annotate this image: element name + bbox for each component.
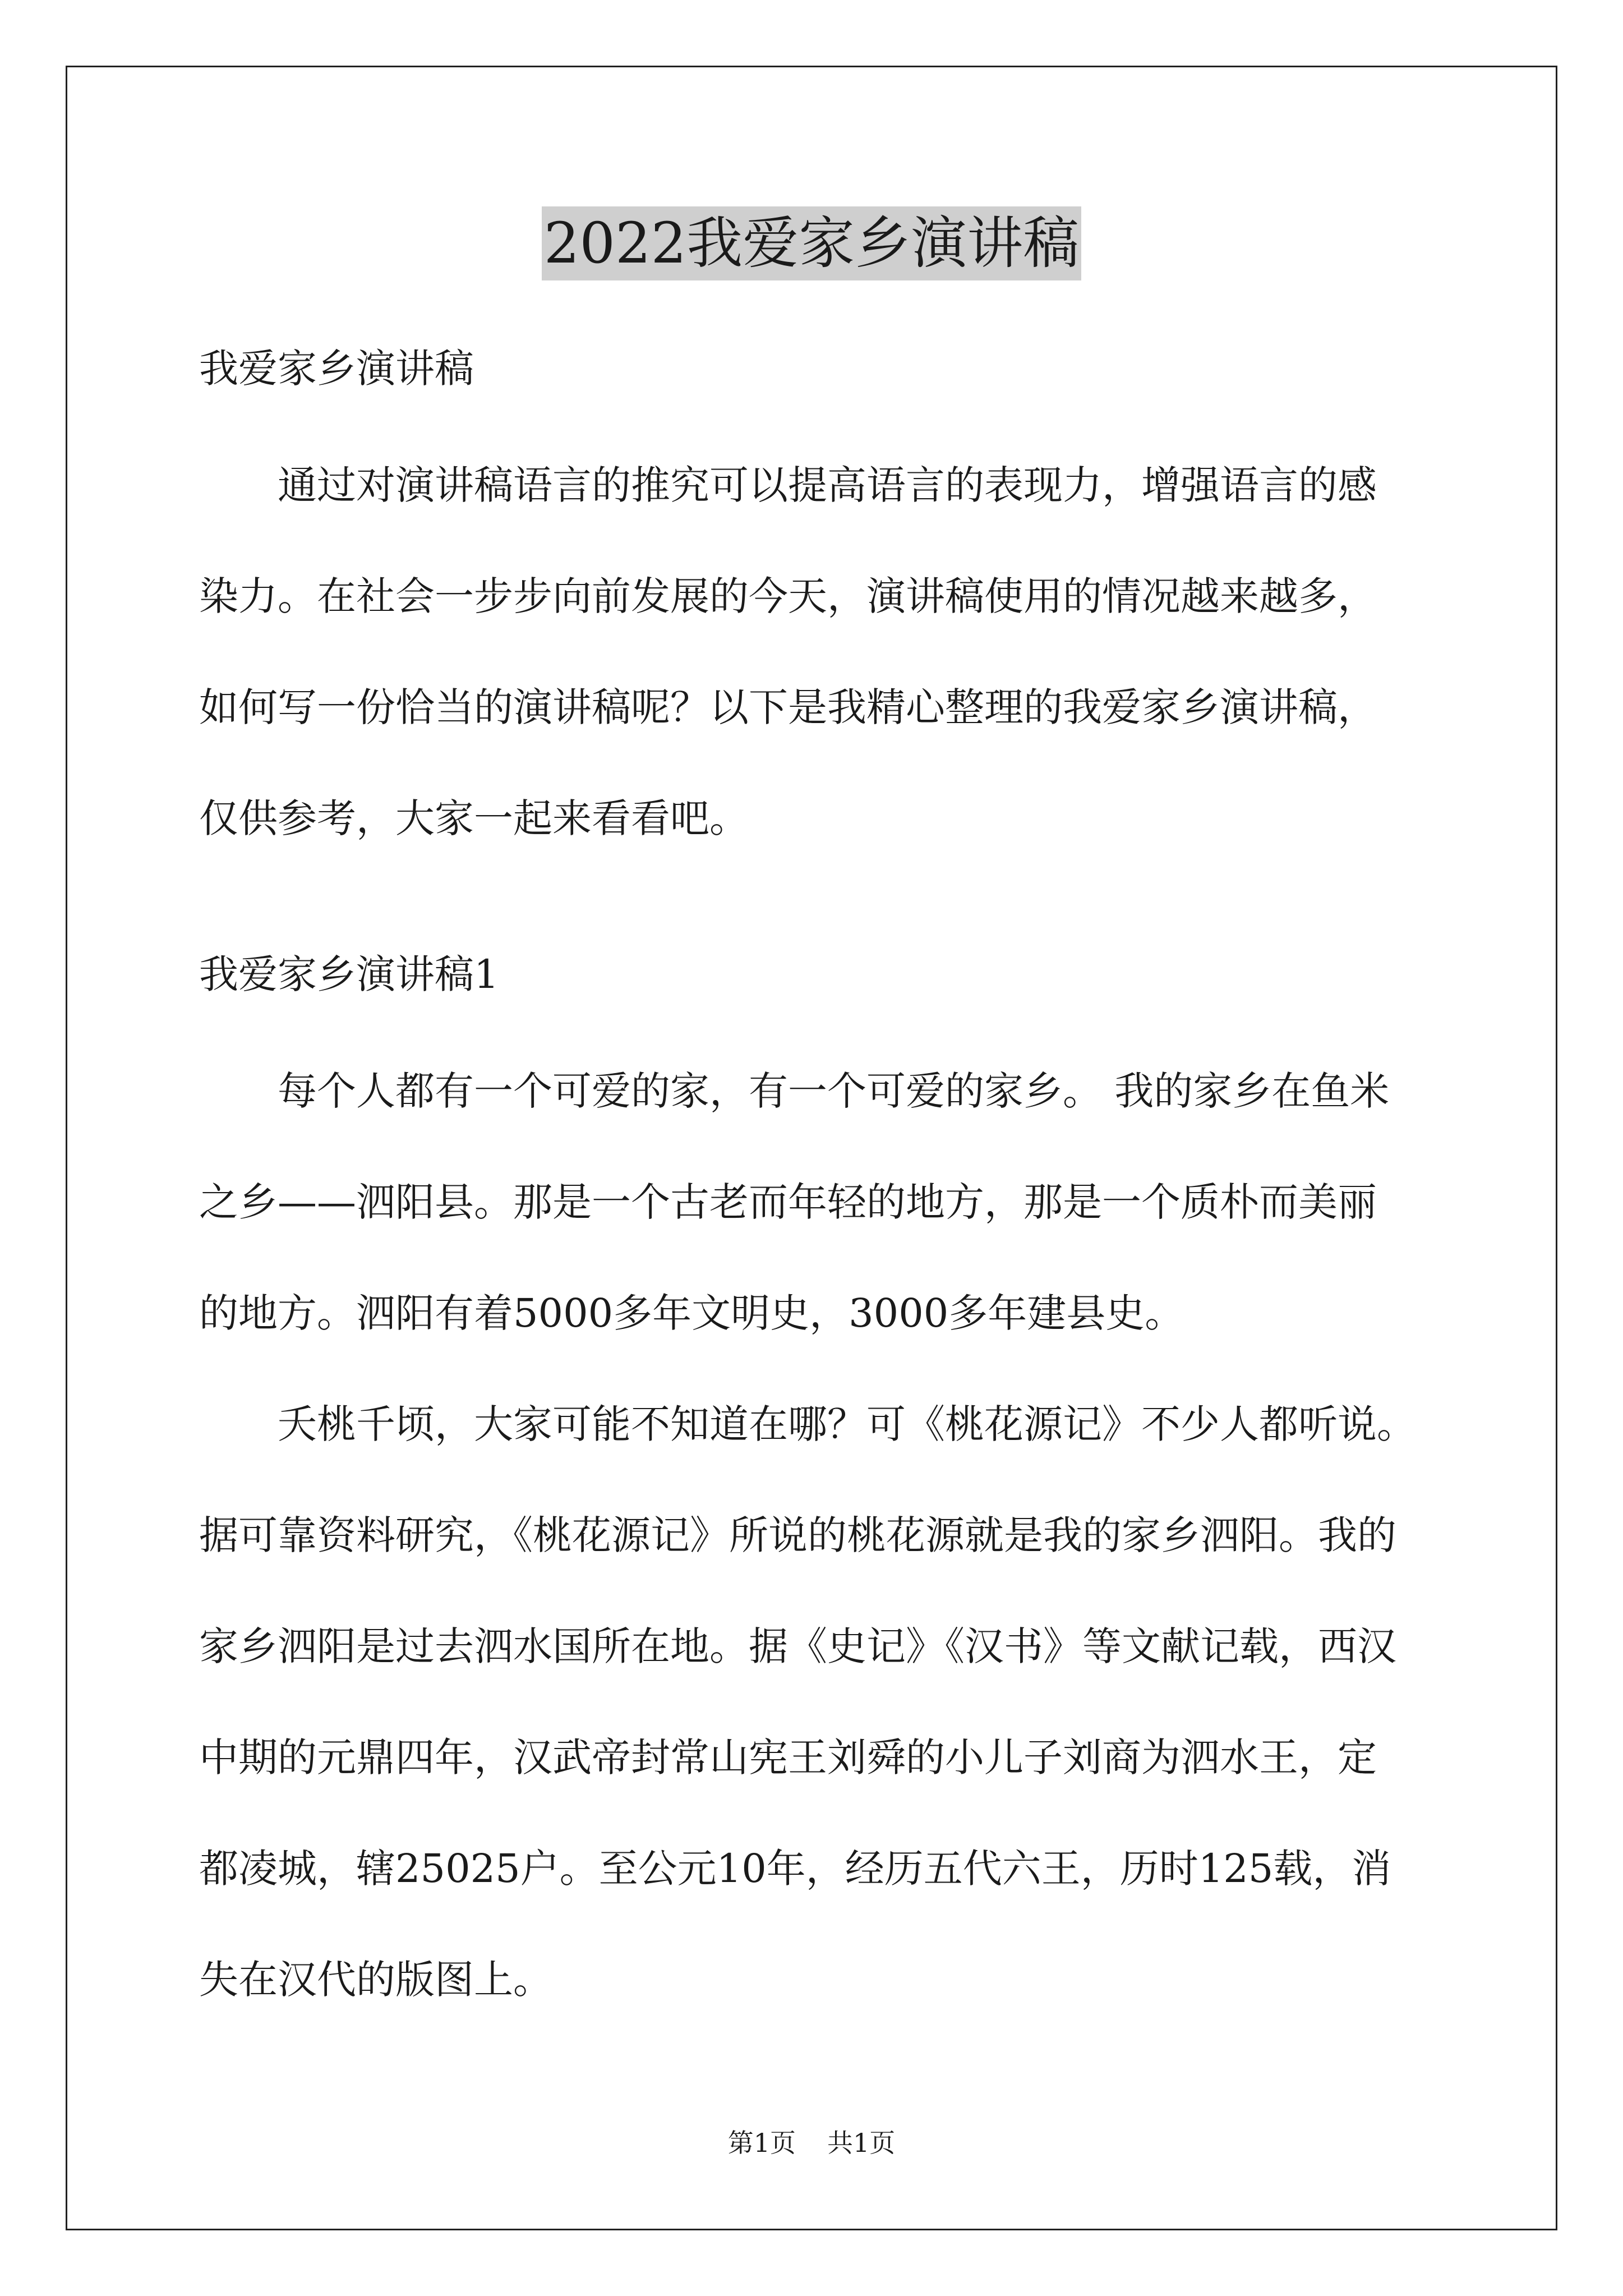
title-container [0, 206, 1623, 280]
paragraph-line: 如何写一份恰当的演讲稿呢？以下是我精心整理的我爱家乡演讲稿， [199, 684, 1377, 730]
paragraph-line: 失在汉代的版图上。 [199, 1957, 552, 2003]
page-number: 第1页 [727, 2128, 796, 2158]
paragraph-1 [199, 1036, 1427, 1369]
paragraph-line: 染力。在社会一步步向前发展的今天，演讲稿使用的情况越来越多， [199, 573, 1377, 619]
paragraph-line: 夭桃千顷，大家可能不知道在哪？可《桃花源记》不少人都听说。 [199, 1401, 1416, 1447]
paragraph-line: 据可靠资料研究，《桃花源记》所说的桃花源就是我的家乡泗阳。我的 [199, 1512, 1396, 1558]
document-title: 2022我爱家乡演讲稿 [542, 206, 1082, 280]
paragraph-line: 每个人都有一个可爱的家，有一个可爱的家乡。 我的家乡在鱼米 [199, 1068, 1390, 1114]
page-total: 共1页 [827, 2128, 896, 2158]
paragraph-line: 家乡泗阳是过去泗水国所在地。据《史记》《汉书》等文献记载，西汉 [199, 1623, 1396, 1669]
paragraph-line: 的地方。泗阳有着5000多年文明史，3000多年建县史。 [199, 1290, 1184, 1336]
paragraph-line: 通过对演讲稿语言的推究可以提高语言的表现力，增强语言的感 [199, 462, 1377, 508]
paragraph-line: 都凌城，辖25025户。至公元10年，经历五代六王，历时125载，消 [199, 1846, 1391, 1892]
paragraph-2 [199, 1369, 1427, 2035]
paragraph-line: 仅供参考，大家一起来看看吧。 [199, 795, 749, 841]
section-heading: 我爱家乡演讲稿1 [199, 951, 499, 997]
paragraph-line: 之乡——泗阳县。那是一个古老而年轻的地方，那是一个质朴而美丽 [199, 1179, 1377, 1225]
intro-paragraph [199, 430, 1427, 874]
paragraph-line: 中期的元鼎四年，汉武帝封常山宪王刘舜的小儿子刘商为泗水王，定 [199, 1734, 1377, 1780]
intro-heading: 我爱家乡演讲稿 [199, 346, 474, 392]
page-footer [0, 2126, 1623, 2160]
